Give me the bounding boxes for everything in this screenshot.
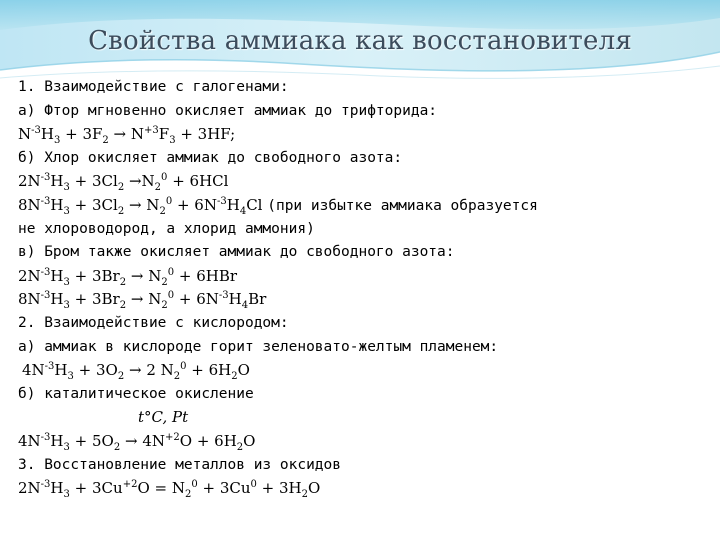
slide-body	[18, 76, 708, 501]
equation-line: $2N^{-3}H_3 + 3Br_2 \to N_2^0 + 6HBr$	[18, 266, 238, 288]
equation-line: $2N^{-3}H_3 + 3Cl_2 \to N_2^0 + 6HCl$	[18, 172, 229, 194]
text-line: 1. Взаимодействие с галогенами:	[18, 79, 289, 95]
equation-line: $4N^{-3}H_3 + 5O_2 \to 4N^{+2}O + 6H_2O$	[18, 431, 256, 453]
slide-title: Свойства аммиака как восстановителя	[88, 26, 632, 56]
equation-line: $8N^{-3}H_3 + 3Br_2 \to N_2^0 + 6N^{-3}H_4Br$	[18, 290, 267, 312]
text-line: б) каталитическое окисление	[18, 385, 254, 402]
text-line: в) Бром также окисляет аммиак до свободного азота:	[18, 244, 455, 261]
text-line: не хлороводород, а хлорид аммония)	[18, 220, 315, 237]
reaction-condition: t°C, Pt	[138, 408, 189, 427]
text-line: б) Хлор окисляет аммиак до свободного азота:	[18, 149, 403, 166]
text-line: а) аммиак в кислороде горит зеленовато-желтым пламенем:	[18, 338, 499, 355]
equation-line: $4N^{-3}H_3 + 3O_2 \to 2$ $N_2^0 + 6H_2O$	[22, 361, 250, 383]
equation-line: $8N^{-3}H_3 + 3Cl_2 \to N_2^0 + 6N^{-3}H_4Cl$ (при избытке аммиака образуется	[18, 195, 538, 217]
equation-line: $N^{-3}H_3 + 3F_2 \to N^{+3}F_3 + 3HF$;	[18, 125, 236, 147]
text-line: а) Фтор мгновенно окисляет аммиак до трифторида:	[18, 102, 438, 119]
text-line: 2. Взаимодействие с кислородом:	[18, 314, 289, 331]
text-line: 3. Восстановление металлов из оксидов	[18, 456, 342, 473]
equation-line: $2N^{-3}H_3 + 3Cu^{+2}O = N_2^0 + 3Cu^0 + 3H_2O$	[18, 479, 321, 501]
